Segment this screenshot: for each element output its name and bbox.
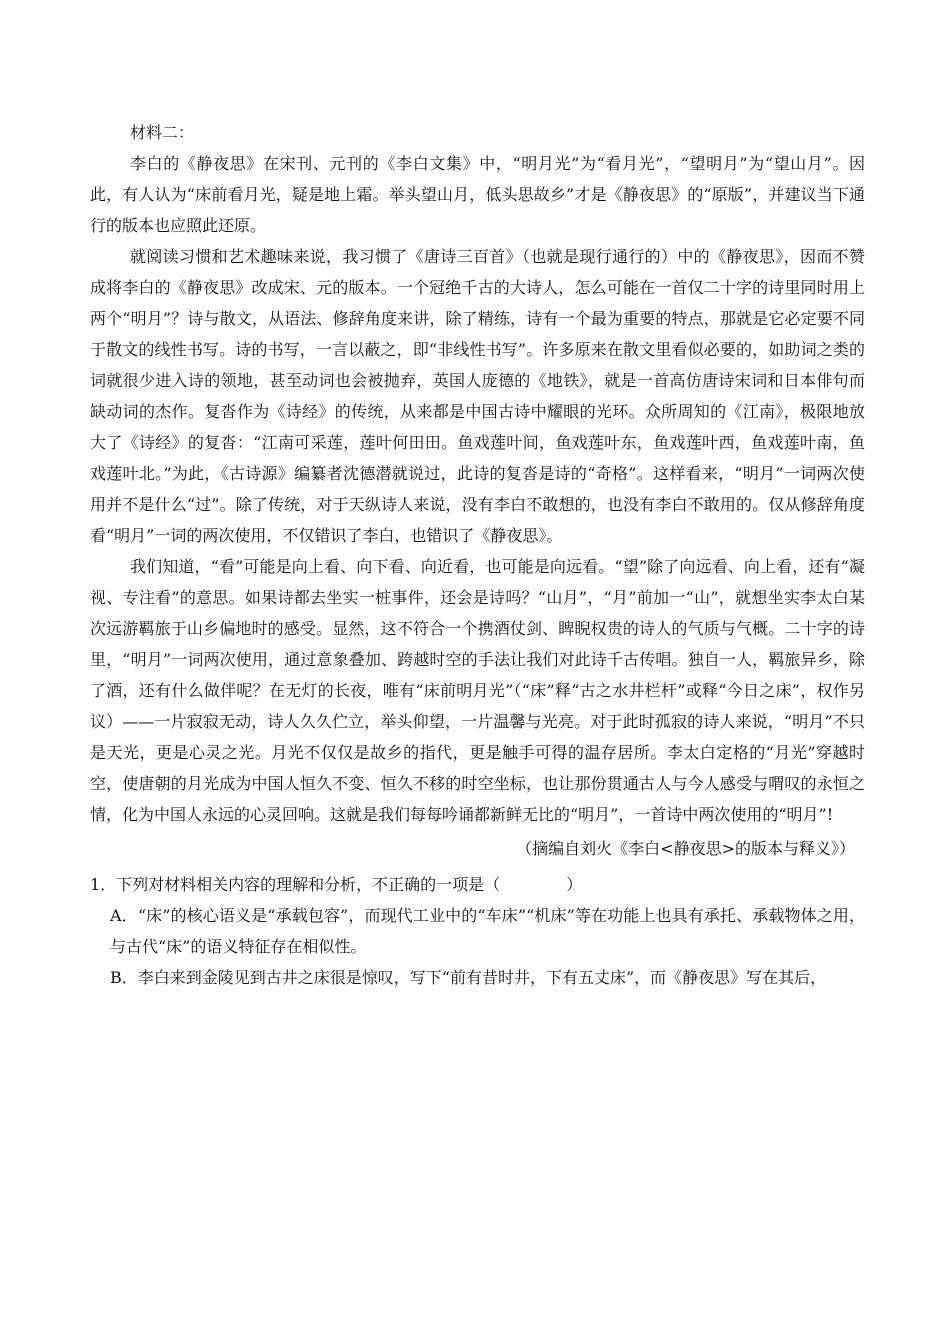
option-a — [90, 900, 865, 962]
material-paragraph-2: 就阅读习惯和艺术趣味来说，我习惯了《唐诗三百首》（也就是现行通行的）中的《静夜思》，因而不赞成将李白的《静夜思》改成宋、元的版本。一个冠绝千古的大诗人，怎么可能在一首仅二十字的诗里同时用上两个“明月”？诗与散文，从语法、修辞角度来讲，除了精练，诗有一个最为重要的特点，那就是它必定要不同于散文的线性书写。诗的书写，一言以蔽之，即“非线性书写”。许多原来在散文里看似必要的，如助词之类的词就很少进入诗的领地，甚至动词也会被抛弃，英国人庞德的《地铁》，就是一首高仿唐诗宋词和日本俳句而缺动词的杰作。复沓作为《诗经》的传统，从来都是中国古诗中耀眼的光环。众所周知的《江南》，极限地放大了《诗经》的复沓：“江南可采莲，莲叶何田田。鱼戏莲叶间，鱼戏莲叶东，鱼戏莲叶西，鱼戏莲叶南，鱼戏莲叶北。”为此，《古诗源》编纂者沈德潜就说过，此诗的复沓是诗的“奇格”。这样看来，“明月”一词两次使用并不是什么“过”。除了传统，对于天纵诗人来说，没有李白不敢想的，也没有李白不敢用的。仅从修辞角度看“明月”一词的两次使用，不仅错识了李白，也错识了《静夜思》。 — [90, 247, 865, 545]
question-stem-text: 1．下列对材料相关内容的理解和分析，不正确的一项是（ — [90, 875, 501, 894]
material-paragraph-3: 我们知道，“看”可能是向上看、向下看、向近看，也可能是向远看。“望”除了向远看、向上看，还有“凝视、专注看”的意思。如果诗都去坐实一桩事件，还会是诗吗？“山月”，“月”前加一“山”，就想坐实李太白某次远游羁旅于山乡偏地时的感受。显然，这不符合一个携酒仗剑、睥睨权贵的诗人的气质与气概。二十字的诗里，“明月”一词两次使用，通过意象叠加、跨越时空的手法让我们对此诗千古传唱。独自一人，羁旅异乡，除了酒，还有什么做伴呢？在无灯的长夜，唯有“床前明月光”（“床”释“古之水井栏杆”或释“今日之床”，权作另议）——一片寂寂无动，诗人久久伫立，举头仰望，一片温馨与光亮。对于此时孤寂的诗人来说，“明月”不只是天光，更是心灵之光。月光不仅仅是故乡的指代，更是触手可得的温存居所。李太白定格的“月光”穿越时空，使唐朝的月光成为中国人恒久不变、恒久不移的时空坐标，也让那份贯通古人与今人感受与喟叹的永恒之情，化为中国人永远的心灵回响。这就是我们每每吟诵都新鲜无比的“明月”，一首诗中两次使用的“明月”! — [90, 557, 865, 824]
question-stem — [90, 870, 865, 900]
option-b — [90, 962, 865, 993]
source-citation: （摘编自刘火《李白<静夜思>的版本与释义》） — [516, 839, 855, 858]
option-a-text: “床”的核心语义是“承载包容”，而现代工业中的“车床”“机床”等在功能上也具有承托、承载物体之用，与古代“床”的语义特征存在相似性。 — [110, 906, 865, 956]
material-heading: 材料二： — [130, 123, 195, 142]
document-content — [90, 118, 865, 993]
question-stem-close: ） — [566, 875, 583, 894]
option-b-label: B． — [110, 968, 138, 987]
option-b-text: 李白来到金陵见到古井之床很是惊叹，写下“前有昔时井，下有五丈床”，而《静夜思》写在其后， — [137, 968, 827, 987]
material-paragraph-1: 李白的《静夜思》在宋刊、元刊的《李白文集》中，“明月光”为“看月光”，“望明月”为“望山月”。因此，有人认为“床前看月光，疑是地上霜。举头望山月，低头思故乡”才是《静夜思》的“原版”，并建议当下通行的版本也应照此还原。 — [90, 154, 865, 235]
option-a-label: A． — [110, 906, 138, 925]
